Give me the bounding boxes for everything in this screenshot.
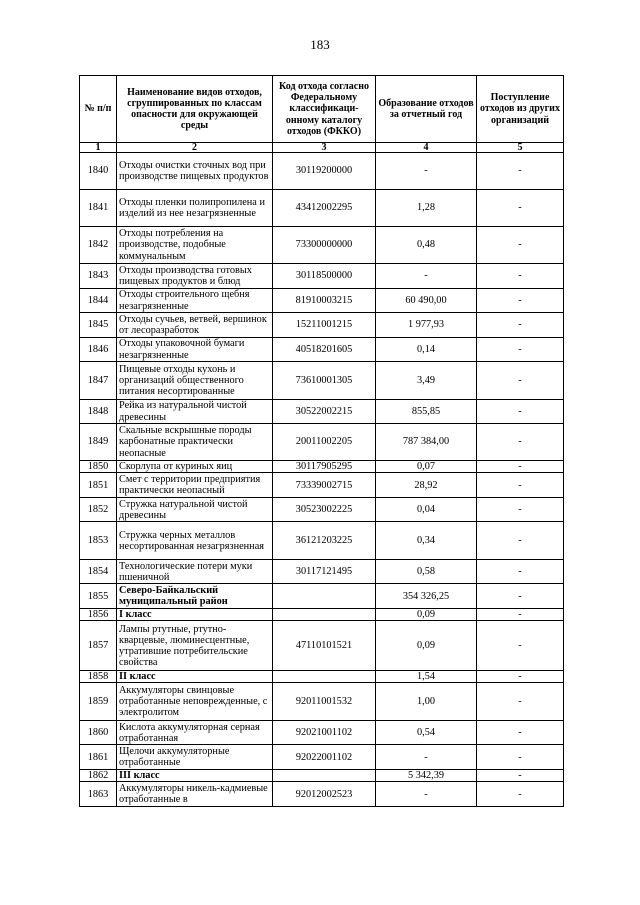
formed-amount: - — [376, 745, 477, 770]
column-number: 2 — [117, 143, 273, 153]
waste-name: Отходы строительного щебня незагрязненные — [117, 289, 273, 313]
formed-amount: 28,92 — [376, 473, 477, 498]
table-row — [80, 338, 564, 362]
row-number: 1849 — [80, 424, 117, 461]
received-amount: - — [477, 190, 564, 227]
received-amount: - — [477, 770, 564, 782]
row-number: 1856 — [80, 609, 117, 621]
formed-amount: 354 326,25 — [376, 584, 477, 609]
header-code: Код отхода согласно Федеральному классификаци-онному каталогу отходов (ФККО) — [273, 76, 376, 143]
waste-name: Отходы пленки полипропилена и изделий из нее незагрязненные — [117, 190, 273, 227]
fkko-code: 15211001215 — [273, 313, 376, 338]
table-row — [80, 264, 564, 289]
table-body — [80, 153, 564, 807]
table-row — [80, 522, 564, 560]
page-number: 183 — [310, 37, 330, 52]
table-row — [80, 362, 564, 400]
column-number: 4 — [376, 143, 477, 153]
fkko-code: 81910003215 — [273, 289, 376, 313]
formed-amount: 1,28 — [376, 190, 477, 227]
fkko-code: 20011002205 — [273, 424, 376, 461]
table-row — [80, 683, 564, 721]
column-number: 5 — [477, 143, 564, 153]
fkko-code: 30119200000 — [273, 153, 376, 190]
waste-name: Смет с территории предприятия практически неопасный — [117, 473, 273, 498]
row-number: 1859 — [80, 683, 117, 721]
received-amount: - — [477, 721, 564, 745]
waste-name: II класс — [117, 671, 273, 683]
row-number: 1858 — [80, 671, 117, 683]
row-number: 1847 — [80, 362, 117, 400]
formed-amount: 855,85 — [376, 400, 477, 424]
received-amount: - — [477, 338, 564, 362]
waste-name: Щелочи аккумуляторные отработанные — [117, 745, 273, 770]
received-amount: - — [477, 400, 564, 424]
received-amount: - — [477, 473, 564, 498]
header-name: Наименование видов отходов, сгруппированных по классам опасности для окружающей среды — [117, 76, 273, 143]
formed-amount: 1,54 — [376, 671, 477, 683]
waste-name: Пищевые отходы кухонь и организаций общественного питания несортированные — [117, 362, 273, 400]
fkko-code: 92022001102 — [273, 745, 376, 770]
formed-amount: - — [376, 153, 477, 190]
received-amount: - — [477, 745, 564, 770]
waste-name: Кислота аккумуляторная серная отработанная — [117, 721, 273, 745]
table-row — [80, 498, 564, 522]
formed-amount: - — [376, 782, 477, 807]
row-number: 1851 — [80, 473, 117, 498]
table-row — [80, 153, 564, 190]
received-amount: - — [477, 683, 564, 721]
table-row — [80, 671, 564, 683]
table-row — [80, 473, 564, 498]
formed-amount: - — [376, 264, 477, 289]
formed-amount: 787 384,00 — [376, 424, 477, 461]
header-row — [80, 76, 564, 143]
waste-name: III класс — [117, 770, 273, 782]
row-number: 1845 — [80, 313, 117, 338]
formed-amount: 60 490,00 — [376, 289, 477, 313]
received-amount: - — [477, 153, 564, 190]
table-row — [80, 621, 564, 671]
waste-name: Отходы производства готовых пищевых продуктов и блюд — [117, 264, 273, 289]
table-row — [80, 560, 564, 584]
formed-amount: 5 342,39 — [376, 770, 477, 782]
row-number: 1861 — [80, 745, 117, 770]
waste-name: Отходы сучьев, ветвей, вершинок от лесоразработок — [117, 313, 273, 338]
formed-amount: 1 977,93 — [376, 313, 477, 338]
column-number-row — [80, 143, 564, 153]
received-amount: - — [477, 584, 564, 609]
waste-name: Лампы ртутные, ртутно-кварцевые, люминесцентные, утратившие потребительские свойства — [117, 621, 273, 671]
fkko-code — [273, 584, 376, 609]
received-amount: - — [477, 671, 564, 683]
waste-name: Отходы упаковочной бумаги незагрязненные — [117, 338, 273, 362]
table-row — [80, 770, 564, 782]
row-number: 1844 — [80, 289, 117, 313]
header-formed: Образование отходов за отчетный год — [376, 76, 477, 143]
waste-name: Рейка из натуральной чистой древесины — [117, 400, 273, 424]
waste-table — [79, 75, 564, 807]
row-number: 1850 — [80, 461, 117, 473]
formed-amount: 0,07 — [376, 461, 477, 473]
fkko-code: 30118500000 — [273, 264, 376, 289]
received-amount: - — [477, 424, 564, 461]
row-number: 1852 — [80, 498, 117, 522]
fkko-code: 30522002215 — [273, 400, 376, 424]
fkko-code: 73300000000 — [273, 227, 376, 264]
waste-name: Скальные вскрышные породы карбонатные практически неопасные — [117, 424, 273, 461]
waste-name: Технологические потери муки пшеничной — [117, 560, 273, 584]
table-row — [80, 400, 564, 424]
table-row — [80, 190, 564, 227]
column-number: 3 — [273, 143, 376, 153]
row-number: 1848 — [80, 400, 117, 424]
waste-name: Отходы потребления на производстве, подобные коммунальным — [117, 227, 273, 264]
received-amount: - — [477, 498, 564, 522]
received-amount: - — [477, 461, 564, 473]
fkko-code: 30117121495 — [273, 560, 376, 584]
row-number: 1862 — [80, 770, 117, 782]
row-number: 1840 — [80, 153, 117, 190]
row-number: 1860 — [80, 721, 117, 745]
row-number: 1857 — [80, 621, 117, 671]
table-row — [80, 721, 564, 745]
formed-amount: 0,34 — [376, 522, 477, 560]
fkko-code — [273, 609, 376, 621]
fkko-code: 30117905295 — [273, 461, 376, 473]
fkko-code — [273, 671, 376, 683]
received-amount: - — [477, 264, 564, 289]
table-row — [80, 424, 564, 461]
formed-amount: 0,14 — [376, 338, 477, 362]
waste-name: Аккумуляторы никель-кадмиевые отработанные в — [117, 782, 273, 807]
fkko-code — [273, 770, 376, 782]
row-number: 1841 — [80, 190, 117, 227]
fkko-code: 30523002225 — [273, 498, 376, 522]
formed-amount: 0,04 — [376, 498, 477, 522]
received-amount: - — [477, 560, 564, 584]
table-row — [80, 289, 564, 313]
formed-amount: 0,58 — [376, 560, 477, 584]
formed-amount: 0,54 — [376, 721, 477, 745]
header-received: Поступление отходов из других организаций — [477, 76, 564, 143]
received-amount: - — [477, 227, 564, 264]
table-row — [80, 745, 564, 770]
waste-name: Стружка натуральной чистой древесины — [117, 498, 273, 522]
received-amount: - — [477, 621, 564, 671]
formed-amount: 0,09 — [376, 621, 477, 671]
fkko-code: 73610001305 — [273, 362, 376, 400]
column-number: 1 — [80, 143, 117, 153]
waste-name: Аккумуляторы свинцовые отработанные неповрежденные, с электролитом — [117, 683, 273, 721]
fkko-code: 92021001102 — [273, 721, 376, 745]
table-row — [80, 782, 564, 807]
fkko-code: 43412002295 — [273, 190, 376, 227]
received-amount: - — [477, 522, 564, 560]
table-row — [80, 584, 564, 609]
formed-amount: 3,49 — [376, 362, 477, 400]
table-row — [80, 461, 564, 473]
fkko-code: 47110101521 — [273, 621, 376, 671]
received-amount: - — [477, 362, 564, 400]
waste-name: Северо-Байкальский муниципальный район — [117, 584, 273, 609]
table-row — [80, 609, 564, 621]
received-amount: - — [477, 782, 564, 807]
row-number: 1863 — [80, 782, 117, 807]
formed-amount: 1,00 — [376, 683, 477, 721]
waste-name: Стружка черных металлов несортированная незагрязненная — [117, 522, 273, 560]
row-number: 1842 — [80, 227, 117, 264]
waste-name: Скорлупа от куриных яиц — [117, 461, 273, 473]
formed-amount: 0,48 — [376, 227, 477, 264]
row-number: 1846 — [80, 338, 117, 362]
row-number: 1853 — [80, 522, 117, 560]
fkko-code: 73339002715 — [273, 473, 376, 498]
row-number: 1855 — [80, 584, 117, 609]
fkko-code: 92012002523 — [273, 782, 376, 807]
fkko-code: 40518201605 — [273, 338, 376, 362]
received-amount: - — [477, 289, 564, 313]
waste-name: I класс — [117, 609, 273, 621]
row-number: 1843 — [80, 264, 117, 289]
row-number: 1854 — [80, 560, 117, 584]
fkko-code: 92011001532 — [273, 683, 376, 721]
table-row — [80, 227, 564, 264]
formed-amount: 0,09 — [376, 609, 477, 621]
table-row — [80, 313, 564, 338]
received-amount: - — [477, 313, 564, 338]
header-num: № п/п — [80, 76, 117, 143]
received-amount: - — [477, 609, 564, 621]
waste-name: Отходы очистки сточных вод при производстве пищевых продуктов — [117, 153, 273, 190]
fkko-code: 36121203225 — [273, 522, 376, 560]
